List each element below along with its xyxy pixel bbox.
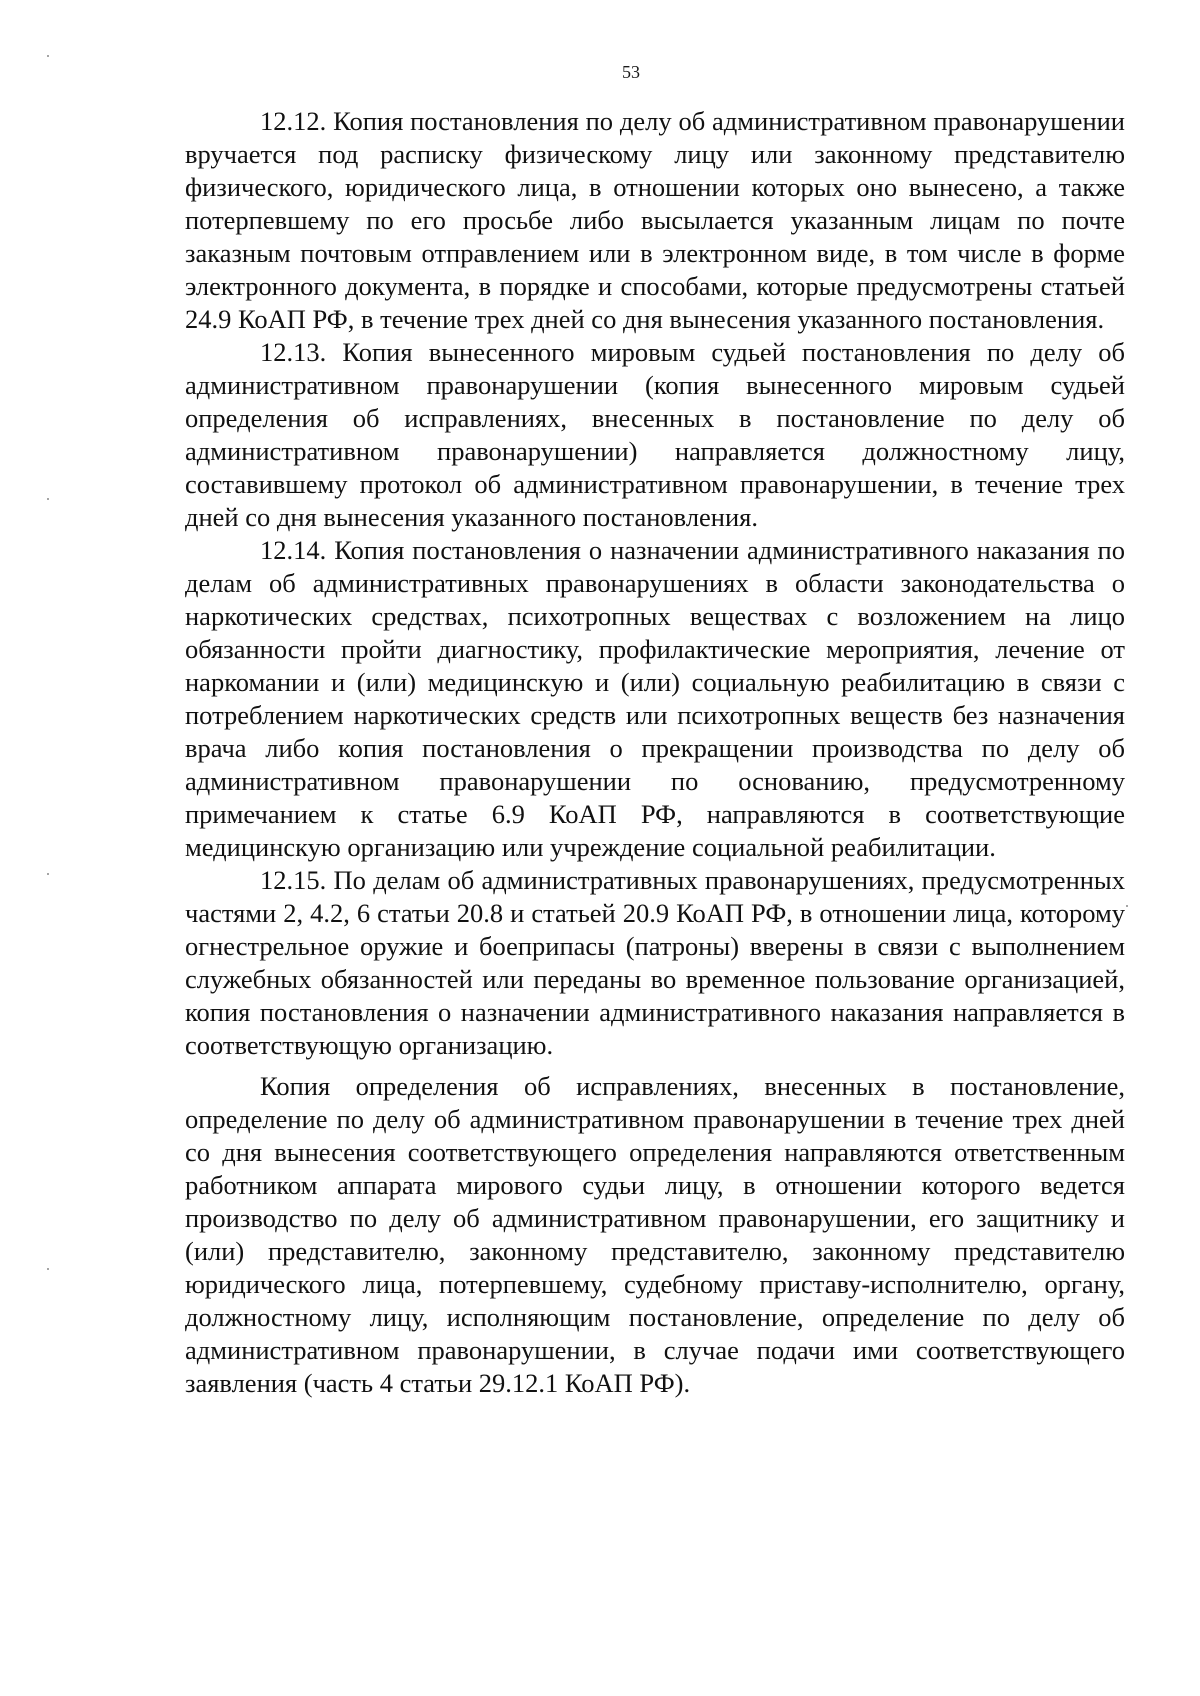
paragraph-12-12: 12.12. Копия постановления по делу об административном правонарушении вручается под расписку физическому лицу или законному представителю физического, юридического лица, в отношении которых оно вынесено, а также потерпевшему по его просьбе либо высылается указанным лицам по почте заказным почтовым отправлением или в электронном виде, в том числе в форме электронного документа, в порядке и способами, которые предусмотрены статьей 24.9 КоАП РФ, в течение трех дней со дня вынесения указанного постановления. bbox=[185, 106, 1125, 334]
paragraph-12-15: 12.15. По делам об административных правонарушениях, предусмотренных частями 2, 4.2, 6 статьи 20.8 и статьей 20.9 КоАП РФ, в отношении лица, которому огнестрельное оружие и боеприпасы (патроны) вверены в связи с выполнением служебных обязанностей или переданы во временное пользование организацией, копия постановления о назначении административного наказания направляется в соответствующую организацию. bbox=[185, 865, 1125, 1060]
paragraph-12-14: 12.14. Копия постановления о назначении административного наказания по делам об административных правонарушениях в области законодательства о наркотических средствах, психотропных веществах с возложением на лицо обязанности пройти диагностику, профилактические мероприятия, лечение от наркомании и (или) медицинскую и (или) социальную реабилитацию в связи с потреблением наркотических средств или психотропных веществ без назначения врача либо копия постановления о прекращении производства по делу об административном правонарушении по основанию, предусмотренному примечанием к статье 6.9 КоАП РФ, направляются в соответствующие медицинскую организацию или учреждение социальной реабилитации. bbox=[185, 535, 1125, 862]
paragraph-12-13: 12.13. Копия вынесенного мировым судьей постановления по делу об административном правонарушении (копия вынесенного мировым судьей определения об исправлениях, внесенных в постановление по делу об административном правонарушении) направляется должностному лицу, составившему протокол об административном правонарушении, в течение трех дней со дня вынесения указанного постановления. bbox=[185, 337, 1125, 532]
scan-speck bbox=[1126, 905, 1128, 907]
scan-speck bbox=[47, 498, 49, 500]
scan-speck bbox=[47, 1268, 49, 1270]
document-body bbox=[185, 105, 1125, 1400]
page-number: 53 bbox=[622, 62, 640, 82]
scan-speck bbox=[47, 55, 49, 57]
scan-speck bbox=[47, 873, 49, 875]
paragraph-12-15-continuation: Копия определения об исправлениях, внесенных в постановление, определение по делу об административном правонарушении в течение трех дней со дня вынесения соответствующего определения направляются ответственным работником аппарата мирового судьи лицу, в отношении которого ведется производство по делу об административном правонарушении, его защитнику и (или) представителю, законному представителю, законному представителю юридического лица, потерпевшему, судебному приставу-исполнителю, органу, должностному лицу, исполняющим постановление, определение по делу об административном правонарушении, в случае подачи ими соответствующего заявления (часть 4 статьи 29.12.1 КоАП РФ). bbox=[185, 1071, 1125, 1398]
